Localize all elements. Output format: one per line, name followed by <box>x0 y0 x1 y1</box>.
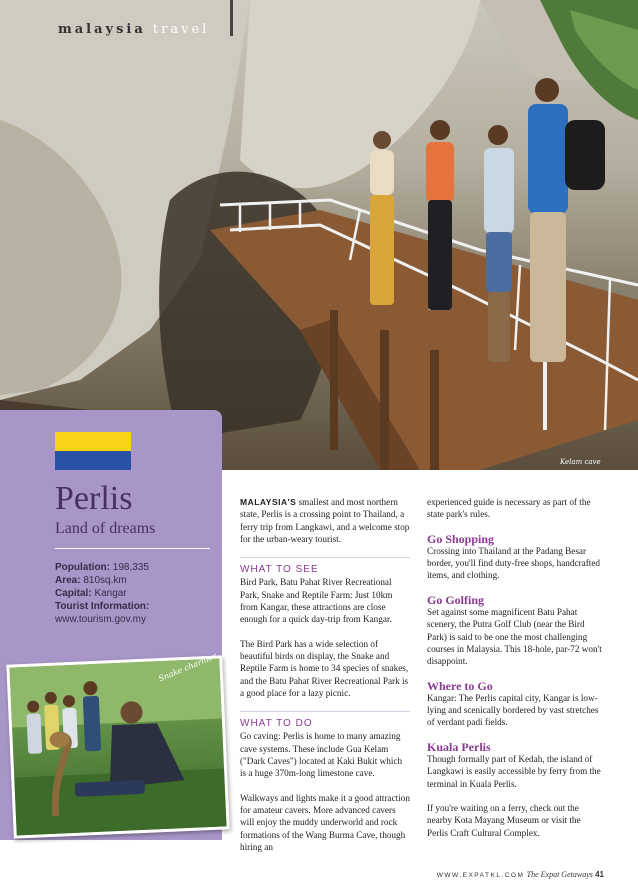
article-column-1 <box>240 496 410 865</box>
fact-value: Kangar <box>91 588 127 599</box>
section-label-light: travel <box>152 22 210 37</box>
kuala-perlis-paragraph-1: Though formally part of Kedah, the island of Langkawi is easily accessible by ferry from the terminal in Kuala Perlis. <box>427 754 601 789</box>
what-to-do-paragraph-1: Go caving: Perlis is home to many amazing cave systems. These include Gua Kelam ("Dark Caves") located at Kaki Bukit which is a huge 370m-long limestone cave. <box>240 731 403 779</box>
kuala-perlis-heading: Kuala Perlis <box>427 739 491 754</box>
perlis-flag <box>55 432 131 470</box>
fact-population <box>55 561 220 574</box>
footer-magazine: The Expat Getaways <box>526 870 593 879</box>
fact-area <box>55 574 220 587</box>
fact-list <box>55 561 220 626</box>
section-label-bold: malaysia <box>58 22 146 37</box>
inset-caption: Snake charmer <box>157 651 218 684</box>
kuala-perlis-paragraph-2: If you're waiting on a ferry, check out the nearby Kota Mayang Museum or visit the Perlis Craft Cultural Complex. <box>427 802 581 838</box>
fact-value: 198,335 <box>110 562 149 573</box>
what-to-do-paragraph-2: Walkways and lights make it a good attraction for amateur cavers. More advanced cavers will enjoy the muddy underworld and rock formations of the Wang Burma Cave, though hiring an <box>240 792 410 852</box>
panel-divider <box>55 548 210 549</box>
fact-label: Population: <box>55 562 110 573</box>
intro-lead-word: MALAYSIA'S <box>240 497 297 507</box>
tourism-website-link[interactable]: www.tourism.gov.my <box>55 614 146 625</box>
article-column-2 <box>427 496 602 851</box>
what-to-see-heading: WHAT TO SEE <box>240 557 410 576</box>
what-to-see-paragraph-1: Bird Park, Batu Pahat River Recreational Park, Snake and Reptile Farm: Just 10km from Kangar, these attractions are close enough for a quick day-trip from Kangar. <box>240 577 393 625</box>
state-subtitle: Land of dreams <box>55 520 156 537</box>
what-to-see-paragraph-2: The Bird Park has a wide selection of beautiful birds on display, the Snake and Reptile Farm is home to 34 species of snakes, and the Batu Pahat River Recreational Park is a good place for a lazy picnic. <box>240 638 409 698</box>
go-shopping-heading: Go Shopping <box>427 531 495 546</box>
snake-charmer-photo <box>6 651 229 838</box>
intro-paragraph <box>240 496 410 545</box>
section-label <box>58 22 209 37</box>
flag-yellow-band <box>55 432 131 451</box>
header-divider <box>230 0 233 36</box>
go-golfing-heading: Go Golfing <box>427 592 485 607</box>
fact-tourist-info <box>55 600 220 613</box>
fact-label: Tourist Information: <box>55 601 150 612</box>
snake-charmer-image <box>9 658 226 835</box>
where-to-go-heading: Where to Go <box>427 678 493 693</box>
page-footer <box>437 870 604 879</box>
fact-label: Area: <box>55 575 81 586</box>
go-shopping-paragraph: Crossing into Thailand at the Padang Besar border, you'll find duty-free shops, handcrafted items, and clothing. <box>427 545 600 581</box>
fact-website[interactable] <box>55 613 220 626</box>
what-to-do-heading: WHAT TO DO <box>240 711 410 730</box>
hero-caption: Kelam cave <box>560 458 601 466</box>
fact-value: 810sq.km <box>80 575 127 586</box>
state-title: Perlis <box>55 480 133 517</box>
intro-text: smallest and most northern state, Perlis is a crossing point to Thailand, a ferry trip from Langkawi, and a welcome stop for the urban-weary tourist. <box>240 497 410 544</box>
fact-label: Capital: <box>55 588 92 599</box>
snake-charmer-illustration <box>9 658 226 835</box>
where-to-go-paragraph: Kangar: The Perlis capital city, Kangar is low-lying and scenically bordered by vast stretches of verdant padi fields. <box>427 692 599 728</box>
footer-website[interactable]: WWW.EXPATKL.COM <box>436 872 525 879</box>
go-golfing-paragraph: Set against some magnificent Batu Pahat scenery, the Putra Golf Club (near the Bird Park) is said to be one the most challenging courses in Malaysia. This 18-hole, par-72 won't disappoint. <box>427 607 602 667</box>
fact-capital <box>55 587 220 600</box>
guide-paragraph: experienced guide is necessary as part of the state park's rules. <box>427 497 591 520</box>
flag-blue-band <box>55 451 131 470</box>
page-number: 41 <box>595 870 604 879</box>
